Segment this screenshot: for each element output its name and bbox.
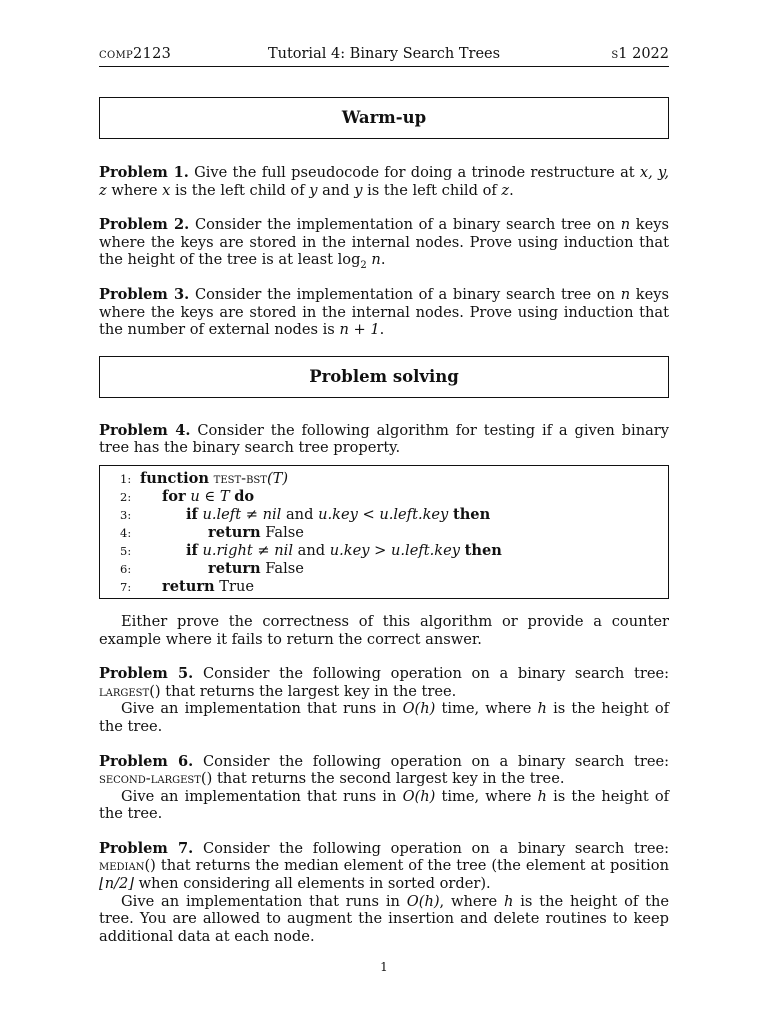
problem-5-implementation: Give an implementation that runs in O(h) time, where h is the height of the tree. xyxy=(99,700,670,735)
problem-label: Problem 1. xyxy=(99,164,189,181)
problem-6-implementation: Give an implementation that runs in O(h) time, where h is the height of the tree. xyxy=(99,787,670,823)
section-problem-solving xyxy=(99,356,669,398)
problem-label: Problem 3. xyxy=(99,285,190,303)
problem-4: Problem 4. Consider the following algorithm for testing if a given binary tree has the binary search tree property. xyxy=(99,421,670,457)
algorithm-line: 1: function test-bst(T) xyxy=(120,469,289,487)
page-number: 1 xyxy=(380,960,388,974)
algorithm-line: 7: return True xyxy=(120,577,255,595)
problem-2: Problem 2. Consider the implementation of a binary search tree on n keys where the keys are stored in the internal nodes. Prove using induction that the height of the tree is at least $\log_2 n$. xyxy=(99,216,669,272)
problem-label: Problem 7. xyxy=(99,839,194,857)
section-title: Warm-up xyxy=(341,108,427,128)
problem-1: Problem 1. Give the full pseudocode for doing a trinode restructure at x, y, z where x is the left child of y and y is the left child of z. xyxy=(99,164,669,199)
algorithm-box xyxy=(99,465,669,599)
algorithm-line: 6: return False xyxy=(120,559,304,577)
problem-6: Problem 6. Consider the following operation on a binary search tree: second-largest() that returns the second largest key in the tree. xyxy=(99,752,670,788)
document-title: Tutorial 4: Binary Search Trees xyxy=(267,46,501,62)
algorithm-line: 4: return False xyxy=(120,523,304,541)
term-label: s1 2022 xyxy=(611,46,669,62)
algorithm-line: 3: if u.left ≠ nil and u.key < u.left.key then xyxy=(120,505,491,523)
document-page xyxy=(99,44,669,945)
section-warmup xyxy=(99,97,669,139)
algorithm-line: 5: if u.right ≠ nil and u.key > u.left.key then xyxy=(120,541,502,559)
course-code: comp2123 xyxy=(99,46,172,62)
problem-7-implementation: Give an implementation that runs in O(h), where h is the height of the tree. You are allowed to augment the insertion and delete routines to keep additional data at each node. xyxy=(99,892,670,945)
header-rule xyxy=(99,66,669,67)
algorithm-line: 2: for u ∈ T do xyxy=(120,487,255,505)
problem-4-followup: Either prove the correctness of this algorithm or provide a counter example where it fails to return the correct answer. xyxy=(99,612,669,648)
section-title: Problem solving xyxy=(309,366,459,386)
problem-label: Problem 5. xyxy=(99,665,194,683)
problem-3: Problem 3. Consider the implementation of a binary search tree on n keys where the keys are stored in the internal nodes. Prove using induction that the number of external nodes is n + 1. xyxy=(99,285,669,339)
problem-label: Problem 2. xyxy=(99,216,190,234)
running-header xyxy=(99,44,669,66)
problem-7: Problem 7. Consider the following operation on a binary search tree: median() that returns the median element of the tree (the element at position ⌊n/2⌋ when considering all elements in sorted order). xyxy=(99,839,670,893)
problem-label: Problem 4. xyxy=(99,421,191,439)
problem-label: Problem 6. xyxy=(99,752,194,770)
problem-5: Problem 5. Consider the following operation on a binary search tree: largest() that returns the largest key in the tree. xyxy=(99,665,670,700)
